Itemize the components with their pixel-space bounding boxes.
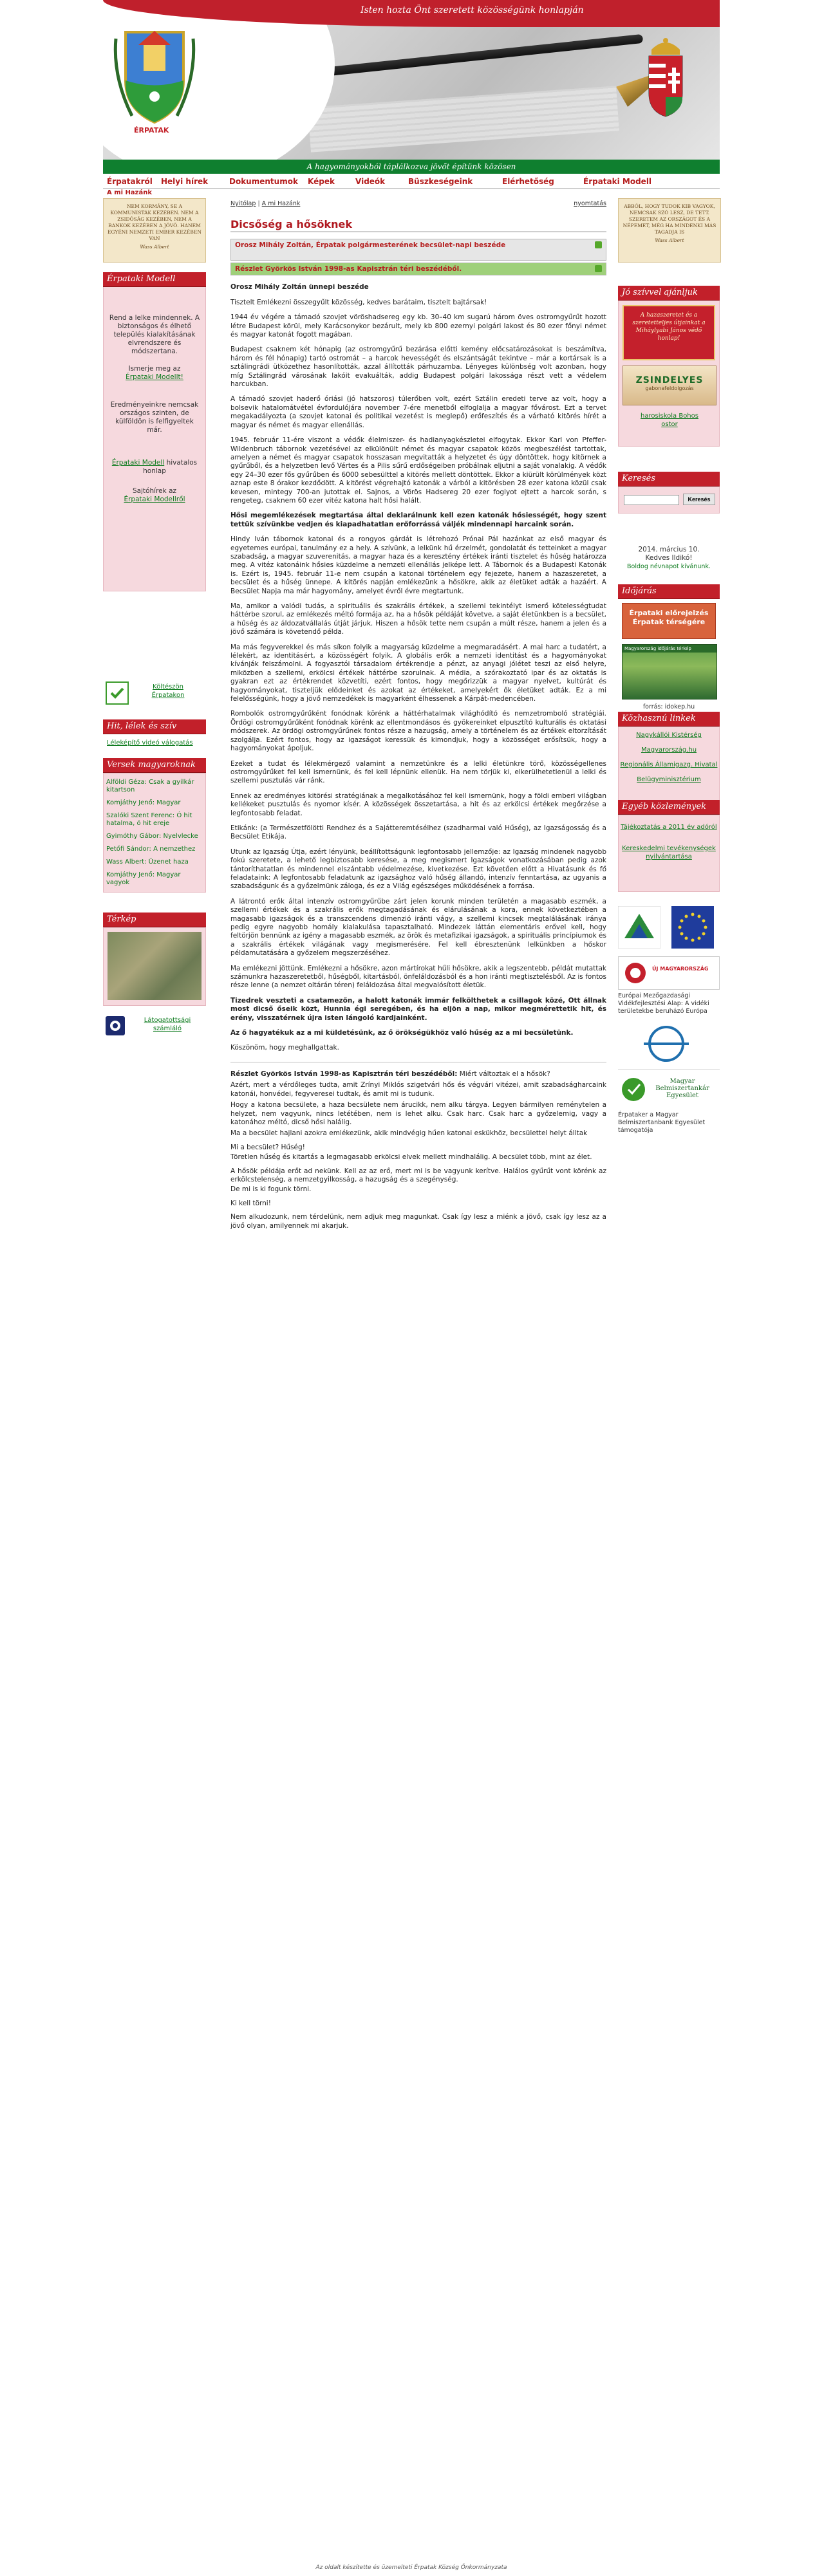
speech-title: Orosz Mihály Zoltán ünnepi beszéde (230, 283, 369, 292)
speech-toggle-label: Orosz Mihály Zoltán, Érpatak polgármesterének becsület-napi beszéde (235, 241, 506, 250)
motto-bar (103, 160, 720, 174)
nav-dokumentumok[interactable]: Dokumentumok (229, 177, 298, 186)
weather-box (618, 584, 720, 716)
nav-elerhetoseg[interactable]: Elérhetőség (502, 177, 554, 186)
paper-image (308, 86, 619, 152)
nameday-name: Kedves Ildikó! (645, 554, 693, 562)
search-input[interactable] (624, 495, 679, 505)
expand-icon (595, 265, 602, 272)
modell-p2-link[interactable]: Érpataki Modellt! (126, 373, 183, 381)
paragraph: 1945. február 11-ére viszont a védők élelmiszer- és hadianyagkészletei elfogytak. Ekkor Karl von Pfeffer-Wildenbruch tábornok vezetésével az elkülönült német és magyar csapatok közös megbeszélést tartottak, amelyen a német és magyar csapatok hosszasan megvitatták a helyzetet és úgy döntöttek, hogy kitörnek a gyűrűből, és a helyzetben levő Vértes és a Pilis sűrű erdőségeiben próbálnak eljutni a saját vonalakig. A védők egy 24–30 ezer fős gyűrűben és 6000 sebesülttel a kitörés mellett döntöttek. Ekkor a kiürült körülmények közt aznap este 8 órakor kezdődött. A kitörést végrehajtó katonák a várból a kitörésben 28 ezer katona közül csak kevesen, mintegy 700-an jutottak el. Sajnos, a Vörös Hadsereg 20 ezer foglyot ejtett a harcok során, s rengeteg, csaknem 60 ezer vitéz katona halt hősi halált. (230, 436, 606, 505)
excerpt-line: Nem alkudozunk, nem térdelünk, nem adjuk meg magunkat. Csak így lesz a miénk a jövő, csak így lesz az a jövő olyan, amilyennek mi akarjuk. (230, 1213, 606, 1230)
thanks-line: Köszönöm, hogy meghallgattak. (230, 1044, 339, 1052)
nav-videok[interactable]: Videók (355, 177, 386, 186)
vers-link[interactable]: Szalóki Szent Ferenc: Ó hit hatalma, ó hit ereje (106, 812, 192, 827)
eu-flag-icon (671, 906, 714, 949)
weather-body (618, 599, 720, 716)
modell-body (103, 287, 206, 591)
kozhasznu-link[interactable]: Regionális Államigazg. Hivatal (620, 761, 718, 768)
vers-link[interactable]: Alföldi Géza: Csak a gyilkár kitartson (106, 779, 194, 793)
header-motto: Isten hozta Önt szeretett közösségünk honlapján (360, 5, 584, 15)
paragraph: Ennek az eredményes kitörési stratégiának a megalkotásához fel kell ismernünk, hogy a földi emberi világban kellékeket pusztulás és nyomor kísér. A közösségek összetartása, a hit és az erkölcsi értékek megőrzése a legfontosabb feladat. (230, 792, 606, 817)
village-crest-icon (113, 19, 196, 129)
versek-box (103, 758, 206, 893)
weather-map-caption: Magyarország időjárás térkép (623, 645, 716, 653)
vers-link[interactable]: Petőfi Sándor: A nemzethez (106, 846, 196, 853)
versek-list (103, 773, 206, 893)
szamlalo-link[interactable]: Látogatottsági számláló (144, 1017, 191, 1032)
modell-p5-text: Sajtóhírek az (132, 487, 177, 495)
weather-source: forrás: idokep.hu (642, 703, 695, 710)
paragraph: 1944 év végére a támadó szovjet vöröshadsereg egy kb. 30–40 km sugarú három öves ostromgyűrűt hozott létre Budapest körül, mely Karácsonykor bezárult, mely kb 800 ezernyi polgári lakost és 80 ezer főnyi német és magyar katonát fogott magában. (230, 313, 606, 339)
breadcrumb-sep: | (258, 200, 260, 207)
kozlemenyek-list (618, 815, 720, 892)
excerpt-line: Ki kell törni! (230, 1199, 271, 1207)
magyarorszag-logo[interactable] (618, 1024, 720, 1063)
search-button[interactable]: Keresés (683, 494, 715, 505)
vers-link[interactable]: Wass Albert: Üzenet haza (106, 858, 189, 866)
search-box (618, 472, 720, 514)
paragraph: A látrontó erők által intenzív ostromgyűrűbe zárt jelen korunk minden területén a magasabb eszmék, a szellemi értékek és a szakrális erők megtagadásának és elárulásának a kora, ennek következtében a magasabb igazságok és a transzcendens dimenzió iránti vágy, a szellemi kincsek megtalálásának iránya pedig egyre nagyobb homály kialakulása tapasztalható. Mindezek láttán elementáris erővel kell, hogy feltörjön bennünk az igény a magasabb eszmék, az örök és metafizikai igazságok, a spirituális princípiumok és a szakrális értékek világának vagy megismerésére. Fel kell ébresztenünk lelkünkben a hőskor példamutatására a győzelem megszerzéséhez. (230, 897, 606, 958)
breadcrumb-row (230, 199, 606, 208)
ajanlo-banner[interactable]: A hazaszeretet és a szeretetteljes útjainkat a Miháylyabi János védő honlap! (623, 305, 715, 360)
weather-forecast-banner[interactable]: Érpataki előrejelzés Érpatak térségére (622, 603, 716, 639)
zsindelyes-title: ZSINDELYES (635, 375, 704, 385)
modell-title: Érpataki Modell (103, 272, 206, 287)
vers-link[interactable]: Komjáthy Jenő: Magyar (106, 799, 181, 806)
bold-paragraph: Az ő hagyatékuk az a mi küldetésünk, az ő örökségükhöz való hűség az a mi becsületünk. (230, 1029, 574, 1037)
excerpt-line: De mi is ki fogunk törni. (230, 1185, 312, 1194)
excerpt-intro-rest: Miért változtak el a hősök? (459, 1070, 550, 1078)
kultura-box (103, 678, 206, 710)
modell-box (103, 272, 206, 591)
hungary-crest-icon (644, 35, 688, 119)
modell-p4-text: hivatalos honlap (143, 459, 198, 475)
paragraph: Ma, amikor a valódi tudás, a spirituális és szakrális értékek, a szellemi tekintélyt ismerő kötelességtudat háttérbe szorul, az emlékezés méltó formája az, ha a hősök példáját követve, a saját életünkben is a becsület, a hűség és az áldozatvállalás útját járjuk. Hiszen a hősök tette nem csupán a múlt része, hanem a jelen és a jövő számára is követendő példa. (230, 602, 606, 636)
mbe-title: Magyar Belmiszertankár Egyesület (655, 1078, 709, 1099)
current-date: 2014. március 10. (638, 546, 700, 553)
szamlalo-box (103, 1012, 206, 1041)
excerpt-intro-bold: Részlet Györkös István 1998-as Kapisztrán téri beszédéből: (230, 1070, 458, 1078)
kozlemeny-link[interactable]: Kereskedelmi tevékenységek nyilvántartása (622, 845, 716, 860)
zsindelyes-sub: gabonafeldolgozás (645, 385, 694, 391)
paragraph: Utunk az Igazság Útja, ezért lényünk, beállítottságunk legfontosabb jellemzője: az Igazság mindenek nagyobb fokú szeretete, a lehető legbiztosabb keresése, a meg megismert Igazságok vonatkozásában pedig azok tántoríthatatlan és mindennel elszántabb védelmezése, kivetkezése. Ezt követően előtt a Hivatásunk és fő feladataink: A legfontosabb feladatunk az igazsághoz való hűség állandó, intenzív fenntartása, az ugyanis a szabadságunk és a győzelmünk záloga, és ez a Világ egészséges működésének a forrása. (230, 848, 606, 891)
ajanlo-box (618, 286, 720, 447)
nav-kepek[interactable]: Képek (308, 177, 335, 186)
harang-link[interactable]: harosiskola Bohos ostor (641, 412, 698, 428)
modell-p2 (108, 365, 201, 382)
umvp-label: ÚJ MAGYARORSZÁG (652, 966, 709, 972)
paragraph: Tisztelt Emlékezni összegyűlt közösség, kedves barátaim, tisztelt bajtársak! (230, 298, 487, 306)
zsindelyes-banner[interactable] (623, 366, 716, 405)
right-quote-author: Wass Albert (655, 237, 684, 243)
umvp-logo (618, 956, 720, 990)
kultura-link[interactable]: Költészön Érpatakon (151, 683, 185, 699)
paragraph: A támadó szovjet haderő óriási (jó hatszoros) túlerőben volt, ezért Sztálin eredeti terve az volt, hogy a bolsevik hatalomátvétel évfordulójára november 7-ére menetből elfoglalja a magyar fővárost. Ezt a tervet megakadályozta (a szovjet katonai és politikai vezetést is meglepő) erőfeszítés és a várható kitörés hírét a magyar és német és magyar ellenállás. (230, 395, 606, 429)
globe-icon (618, 1024, 715, 1063)
paragraph: Ma más fegyverekkel és más síkon folyik a magyarság küzdelme a megmaradásért. A mai harc a tudatért, a lélekért, az identitásért, a közösségért folyik. A globális erők a nemzeti identitást és a hagyományokat kívánják felszámolni. A fogyasztói társadalom értékrendje a pénzt, az anyagi jólétet teszi az első helyre, miközben a szellemi, erkölcsi értékek háttérbe szorulnak. A média, a szórakoztató ipar és az oktatás is gyakran ezt az értékrendet közvetíti, ezért fontos, hogy megőrizzük a magyar nyelvet, kultúrát és hagyományokat, tiszteljük elődeinket és azokat az értékeket, amelyekért ők életüket adták. Ez a mi felelősségünk, hogy a jövő nemzedékek is magyarként élhessenek a Kárpát-medencében. (230, 643, 606, 703)
kozlemenyek-title: Egyéb közlemények (618, 800, 720, 815)
ajanlo-title: Jó szívvel ajánljuk (618, 286, 720, 301)
versek-title: Versek magyaroknak (103, 758, 206, 773)
hit-box (103, 719, 206, 752)
terkep-title: Térkép (103, 913, 206, 927)
left-quote-box (103, 198, 206, 263)
hit-title: Hit, lélek és szív (103, 719, 206, 734)
paragraph: Rombolók ostromgyűrűként fonódnak körénk a háttérhatalmak világhódító és nemzetromboló stratégiái. Ördögi ostromgyűrűként fonódnak körénk az ellentmondásos és gyökereinket elpusztító kulturális és oktatási módszerek. Az ördögi ostromgyűrűnek fontos része a hazugság, amely a történelem és az értékek eltorzítását szolgálja. Ezért fontos, hogy az igazságot keressük és kimondjuk, hogy a közösséget erősítsük, hogy a hagyományokat ápoljuk. (230, 710, 606, 753)
nameday-greeting: Boldog névnapot kívánunk. (627, 563, 711, 570)
modell-p4-link[interactable]: Érpataki Modell (111, 459, 165, 467)
excerpt-line: Azért, mert a vérdőleges tudta, amit Zrínyi Miklós szigetvári hős és végvári vitézei, amit szabadságharcaink katonái, honvédei, fegyveresei tudtak, és amit mi is tudunk. (230, 1081, 606, 1098)
vers-link[interactable]: Gyimóthy Gábor: Nyelvlecke (106, 833, 198, 840)
modell-p1: Rend a lelke mindennek. A biztonságos és élhető település kialakításának elvrendszere és módszertana. (109, 314, 200, 355)
paragraph: Budapest csaknem két hónapig (az ostromgyűrű bezárása előtti kemény előcsatározásokat is beszámítva, három és fél hónapig) tartó ostromát – a harcok hevességét és elszántságát tekintve – már a kortársak is a sztálingrádi ütközethez hasonlították, azzal állították párhuzamba. Lényeges különbség volt azonban, hogy míg Sztálingrád városának lakóit evakuálták, addig Budapest polgári lakossága részt vett a védelem harcukban. (230, 346, 606, 389)
hit-item[interactable]: Léleképítő videó válogatás (107, 739, 193, 746)
kozlemeny-link[interactable]: Tájékoztatás a 2011 év adóról (621, 824, 717, 831)
mbe-icon (621, 1075, 646, 1104)
mbe-logo[interactable] (618, 1070, 720, 1109)
excerpt-line: Hogy a katona becsülete, a haza becsülete nem árucikk, nem alku tárgya. Legyen bármilyen reménytelen a helyzet, nem vagyunk, nincs letétében, nem is lehet alku. Csak harc. Csak harc a győzelemig, vagy a katonához méltó, dicső hősi halálig. (230, 1101, 606, 1126)
nameday-box (618, 546, 720, 571)
modell-p2-text: Ismerje meg az (128, 365, 181, 373)
right-quote-box (618, 198, 721, 263)
counter-icon (106, 1016, 125, 1035)
right-quote-text: ABBÓL, HOGY TUDOK KIB VAGYOK, NEMCSAK SZÓ LESZ, DE TETT. SZERETEM AZ ORSZÁGOT ÉS A NÉPEMET, MÉG HA MINDENKI MÁS TAGADJA IS (623, 203, 716, 235)
nav-erpatakrol[interactable]: Érpatakról (107, 177, 153, 186)
subnav (103, 189, 720, 197)
nav-helyi-hirek[interactable]: Helyi hírek (161, 177, 209, 186)
satellite-map[interactable] (108, 932, 201, 1000)
kozhasznu-link[interactable]: Nagykállói Kistérség (636, 732, 702, 739)
modell-p4 (108, 459, 201, 476)
modell-p5 (108, 487, 201, 504)
print-link[interactable]: nyomtatás (574, 200, 606, 207)
excerpt-line: Töretlen hűség és kitartás a legmagasabb erkölcsi elvek mellett mindhalálig. A becsület több, mint az élet. (230, 1153, 592, 1162)
search-title: Keresés (618, 472, 720, 486)
bold-paragraph: Hősi megemlékezések megtartása által deklarálnunk kell ezen katonák hősiességét, hogy szent tettük szívünkbe vedjen és kiapadhatatlan erőforrássá váljék mindennapi harcaink során. (230, 512, 606, 528)
eu-text: Európai Mezőgazdasági Vidékfejlesztési Alap: A vidéki területekbe beruházó Európa (618, 992, 709, 1015)
excerpt-toggle-button[interactable] (230, 263, 606, 275)
excerpt-toggle-label: Részlet Györkös István 1998-as Kapisztrán téri beszédéből. (235, 265, 462, 273)
partner-text: Érpataker a Magyar Belmiszertanbank Egyesület támogatója (618, 1111, 706, 1134)
left-quote-author: Wass Albert (140, 244, 169, 250)
search-body (618, 486, 720, 514)
speech-toggle-button[interactable] (230, 239, 606, 261)
modell-p3: Eredményeinkre nemcsak országos szinten, de külföldön is felfigyeltek már. (110, 401, 199, 434)
paragraph: Etikánk: (a Természetfölötti Rendhez és a Sajátteremtésélhez (szadharmai való Hűség), az Igazságosság és a Becsület Etikája. (230, 824, 606, 841)
kozhasznu-list (618, 727, 720, 804)
main-nav (103, 175, 720, 189)
ajanlo-body (618, 301, 720, 447)
modell-p5-link[interactable]: Érpataki Modellről (124, 496, 185, 503)
kozhasznu-box (618, 712, 720, 804)
footer: Az oldalt készítette és üzemelteti Érpatak Község Önkormányzata (315, 2564, 507, 2571)
subnav-item[interactable]: A mi Hazánk (107, 189, 153, 196)
kozhasznu-title: Közhasznú linkek (618, 712, 720, 727)
paragraph: Hindy Iván tábornok katonai és a rongyos gárdát is létrehozó Prónai Pál hazánkat az első magyar és egyetemes európai, tanulmány ez a hely. A szívünk, a lelkünk hű érzelmét, gondolatát és tetteinket a magyar szabadság, a magyar szuverenitás, a magyar haza és a keresztény értékek iránti tisztelet és hűség határozza meg. A vitéz katonáink hősies küzdelme a nemzeti ellenállás jelképe lett. A Tábornok és a Budapesti Katonák is. Ezért is, 1945. február 11-e nem csupán a katonai történelem egy fejezete, hanem a hazaszeretet, a becsület és a hűség ünnepe. A kitörés napján emlékezünk a hősökre, akik az életüket adták a hazáért. A Becsület Napja ma már hagyomány, amelyet évről évre megtartunk. (230, 535, 606, 595)
breadcrumb (230, 200, 300, 207)
umvp-icon (623, 960, 648, 986)
bold-paragraph: Tizedrek veszteti a csatamezőn, a halott katonák immár felkölthetek a csillagok közé, Ott állnak most dicső őseik közt, Hunnia égi seregében, és ha eljön a nap, mikor megmérettetik hit, és erény, visszatérnek újra isten lángoló kardjainként. (230, 996, 606, 1022)
breadcrumb-home[interactable]: Nyitólap (230, 200, 256, 207)
kozlemenyek-box (618, 800, 720, 892)
expand-icon (595, 241, 602, 248)
terkep-box (103, 913, 206, 1006)
checklist-icon (106, 681, 129, 705)
page-title: Dicsőség a hősöknek (230, 220, 606, 232)
excerpt-line: A hősök példája erőt ad nekünk. Kell az az erő, mert mi is be vagyunk kerítve. Halálos gyűrűt vont körénk az erkölcstelenség, a nemzetgyilkosság, a hazugság és a szegénység. (230, 1167, 606, 1183)
weather-map[interactable] (622, 644, 717, 700)
paragraph: Ma emlékezni jöttünk. Emlékezni a hősökre, azon mártírokat hűli hősökre, akik a legszentebb, példát mutattak számunkra hazaszeretetből, hűségből, kitartásból, önfeláldozásból és a hon iránti megtisztelésből. Az is fontos része lenne (a nemzet oltárán téren) feláldozása által megvalósított életük. (230, 964, 606, 990)
weather-title: Időjárás (618, 584, 720, 599)
pen-image (310, 34, 644, 78)
excerpt-line: Mi a becsület? Hűség! (230, 1143, 305, 1151)
logo-text: ÉRPATAK (134, 126, 169, 134)
kozhasznu-link[interactable]: Belügyminisztérium (637, 776, 701, 783)
paragraph: Ezeket a tudat és lélekmérgező valamint a nemzetünkre és a lelki életünkre törő, közösségellenes ostromgyűrűket fel kell ismernünk, és fel kell lépnünk ellenük. Ha nem törjük ki, elkerülhetetlenül a lelki és szellemi pusztulás vár ránk. (230, 759, 606, 785)
breadcrumb-current[interactable]: A mi Hazánk (261, 200, 301, 207)
vers-link[interactable]: Komjáthy Jenő: Magyar vagyok (106, 871, 181, 886)
left-quote-text: NEM KORMÁNY, SE A KOMMUNISTÁK KEZÉBEN. NEM A ZSIDÓSÁG KEZÉBEN, NEM A BANKOK KEZÉBEN A JÖVŐ. HANEM EGYÉNI NEMZETI EMBER KEZÉBEN VAN (108, 203, 201, 241)
excerpt-line: Ma a becsület hajlani azokra emlékezünk, akik mindvégig hűen katonai eskükhöz, becsülettel helyt álltak (230, 1129, 588, 1138)
map-frame (103, 927, 206, 1006)
nav-erpataki-modell[interactable]: Érpataki Modell (583, 177, 652, 186)
header-banner (103, 0, 720, 174)
motto-text: A hagyományokból táplálkozva jövőt építünk közösen (306, 162, 516, 171)
eafrd-logo-icon (618, 906, 660, 949)
excerpt-intro (230, 1070, 606, 1079)
nav-buszkesegeink[interactable]: Büszkeségeink (408, 177, 473, 186)
eu-logos (618, 906, 720, 1135)
kozhasznu-link[interactable]: Magyarország.hu (641, 746, 697, 754)
main-content (230, 199, 606, 1237)
